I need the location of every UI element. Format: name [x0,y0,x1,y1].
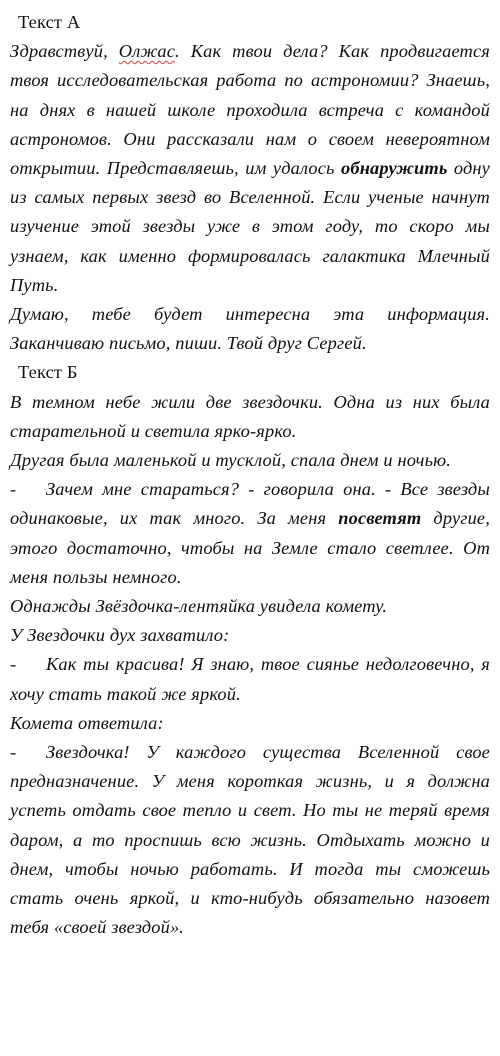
dialogue-2-text: Как ты красива! Я знаю, твое сиянье недолговечно, я хочу стать такой же яркой. [10,654,490,704]
text-b-paragraph-1: В темном небе жили две звездочки. Одна из них была старательной и светила ярко-ярко. [10,391,490,441]
highlighted-word-discover: обнаружить [341,158,448,179]
text-b-dialogue-2 [10,650,490,708]
text-a-p1-start: Здравствуй, [10,41,119,62]
text-a-heading: Текст А [18,12,81,32]
text-b-paragraph-comet: Однажды Звёздочка-лентяйка увидела комету. [10,596,388,617]
text-b-paragraph-answer: Комета ответила: [10,712,164,733]
dialogue-dash: - [10,479,17,500]
dialogue-dash: - [10,654,17,675]
addressee-name: Олжас [118,41,176,62]
text-b-paragraph-breath: У Звездочки дух захватило: [10,625,230,646]
text-a-closing-paragraph: Думаю, тебе будет интересна эта информация. Заканчиваю письмо, пиши. Твой друг Сергей. [10,304,490,354]
text-b-heading: Текст Б [18,362,78,383]
text-b-dialogue-3 [10,738,490,942]
text-b-dialogue-1 [10,475,490,592]
text-a-letter-paragraph [10,37,490,300]
highlighted-word-shine: посветят [338,508,422,529]
dialogue-dash: - [10,742,17,763]
text-a-p1-end: одну из самых первых звезд во Вселенной. Если ученые начнут изучение этой звезды уже в этом году, то скоро мы узнаем, как именно формировалась галактика Млечный Путь. [10,158,490,295]
dialogue-3-text: Звездочка! У каждого существа Вселенной свое предназначение. У меня короткая жизнь, и я должна успеть отдать свое тепло и свет. Но ты не теряй время даром, а то проспишь всю жизнь. Отдыхать можно и днем, чтобы ночью работать. И тогда ты сможешь стать очень яркой, и кто-нибудь обязательно назовет тебя «своей звездой». [10,742,490,938]
dialogue-1-start: Зачем мне стараться? - говорила она. - Все звезды одинаковые, их так много. За меня [10,479,490,529]
text-b-paragraph-2: Другая была маленькой и тусклой, спала днем и ночью. [10,450,451,471]
dialogue-1-end: другие, этого достаточно, чтобы на Земле стало светлее. От меня пользы немного. [10,508,490,587]
text-a-p1-middle: . Как твои дела? Как продвигается твоя исследовательская работа по астрономии? Знаешь, на днях в нашей школе проходила встреча с командой астрономов. Они рассказали нам о своем невероятном открытии. Представляешь, им удалось [10,41,490,179]
